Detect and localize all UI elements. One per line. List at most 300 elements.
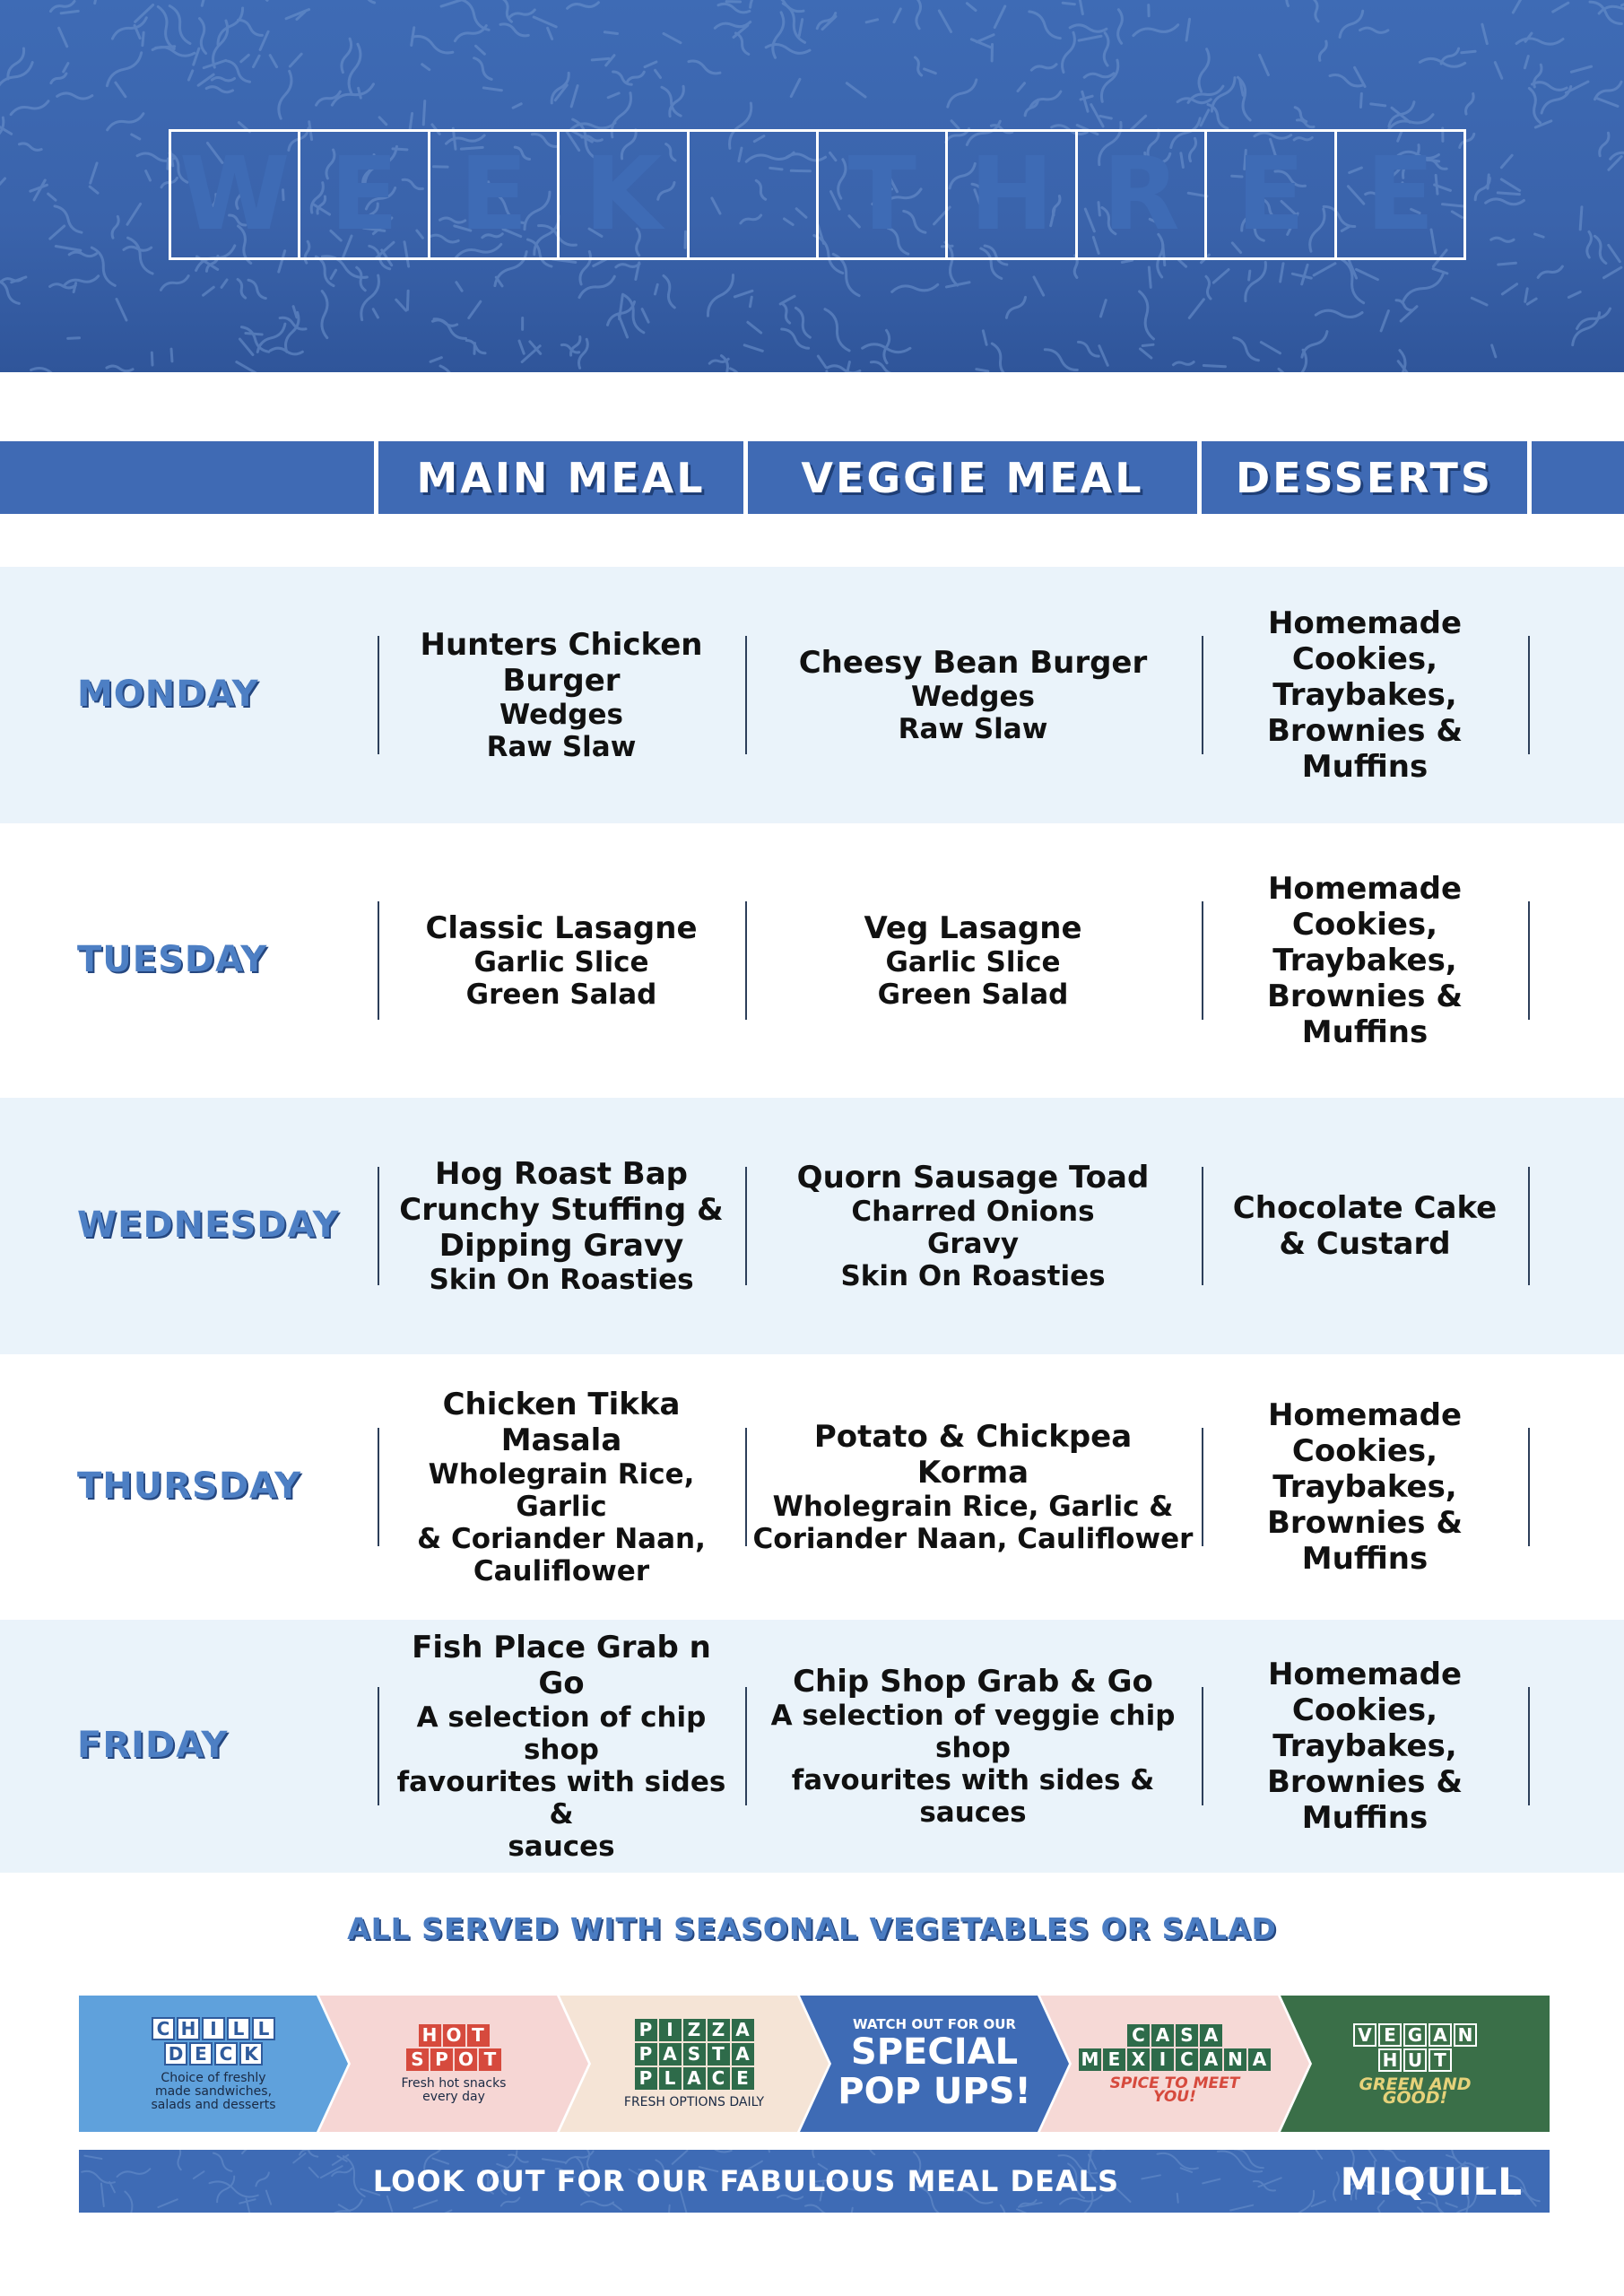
dessert-cell bbox=[1203, 1098, 1526, 1354]
brand-logo-line bbox=[634, 2018, 755, 2042]
brand-logo-letter: C bbox=[214, 2042, 238, 2066]
veggie-meal-side: Garlic Slice bbox=[885, 946, 1061, 978]
confetti-mark bbox=[592, 58, 609, 59]
confetti-mark bbox=[866, 20, 877, 22]
confetti-mark bbox=[645, 62, 656, 67]
main-meal-title: Fish Place Grab n Go bbox=[412, 1630, 711, 1701]
confetti-mark bbox=[664, 33, 681, 42]
confetti-mark bbox=[59, 28, 67, 47]
main-meal-side: Wholegrain Rice, Garlic bbox=[428, 1458, 695, 1523]
day-label: WEDNESDAY bbox=[77, 1205, 340, 1246]
confetti-mark bbox=[412, 28, 414, 46]
confetti-mark bbox=[135, 5, 153, 22]
dessert-text: Homemade Cookies, Traybakes, Brownies & Muffins bbox=[1266, 1397, 1463, 1577]
veggie-meal-title: Veg Lasagne bbox=[864, 910, 1082, 946]
confetti-mark bbox=[107, 366, 133, 371]
confetti-mark bbox=[1140, 291, 1154, 339]
dessert-cell bbox=[1203, 1354, 1526, 1620]
cell-divider bbox=[378, 1687, 379, 1805]
confetti-mark bbox=[422, 65, 430, 70]
confetti-mark bbox=[977, 370, 988, 371]
confetti-mark bbox=[1355, 67, 1366, 86]
confetti-mark bbox=[503, 0, 511, 22]
brand-logo-letter: C bbox=[1127, 2024, 1150, 2047]
brand-logo-letter: H bbox=[177, 2017, 200, 2040]
veggie-meal-cell bbox=[750, 567, 1196, 823]
confetti-mark bbox=[578, 339, 587, 368]
brand-logo-letter: Z bbox=[683, 2019, 706, 2041]
title-letter-cell: E bbox=[300, 132, 430, 257]
confetti-mark bbox=[791, 79, 800, 96]
brand-logo-letter: A bbox=[683, 2067, 706, 2090]
brand-logo-line bbox=[1377, 2048, 1453, 2073]
confetti-mark bbox=[440, 366, 467, 372]
confetti-mark bbox=[1034, 277, 1044, 295]
main-meal-side: Cauliflower bbox=[473, 1555, 650, 1587]
brand-badge bbox=[1281, 1996, 1550, 2132]
confetti-mark bbox=[253, 56, 259, 66]
confetti-mark bbox=[1084, 74, 1114, 77]
cell-divider bbox=[745, 901, 747, 1020]
brand-tagline: SPICE TO MEET YOU! bbox=[1109, 2074, 1240, 2106]
confetti-mark bbox=[571, 86, 578, 107]
confetti-mark bbox=[357, 267, 366, 291]
column-header-desserts: DESSERTS bbox=[1235, 453, 1494, 502]
confetti-mark bbox=[206, 87, 232, 92]
confetti-mark bbox=[1177, 99, 1211, 103]
dessert-text: Homemade Cookies, Traybakes, Brownies & Muffins bbox=[1266, 1657, 1463, 1836]
popups-small-text: WATCH OUT FOR OUR bbox=[853, 2016, 1016, 2032]
confetti-mark bbox=[1524, 57, 1528, 68]
confetti-mark bbox=[709, 359, 728, 363]
brand-logo-letter: S bbox=[683, 2043, 706, 2066]
confetti-mark bbox=[1314, 264, 1335, 275]
cell-divider bbox=[378, 1428, 379, 1546]
dessert-text: Homemade Cookies, Traybakes, Brownies & Muffins bbox=[1266, 871, 1463, 1050]
confetti-mark bbox=[1179, 260, 1186, 266]
brand-logo-letter: P bbox=[635, 2043, 657, 2066]
confetti-mark bbox=[359, 88, 361, 98]
confetti-mark bbox=[548, 28, 552, 39]
confetti-mark bbox=[825, 309, 849, 351]
confetti-mark bbox=[664, 275, 674, 307]
brand-logo-line bbox=[634, 2042, 755, 2066]
cell-divider bbox=[1528, 1428, 1530, 1546]
confetti-mark bbox=[847, 362, 850, 372]
confetti-mark bbox=[500, 24, 528, 36]
cell-divider bbox=[745, 1687, 747, 1805]
brand-logo-letter: L bbox=[227, 2017, 250, 2040]
confetti-mark bbox=[1140, 349, 1151, 358]
brand-logo-letter: N bbox=[1454, 2023, 1477, 2047]
brand-tagline: Choice of freshly made sandwiches, salads and desserts bbox=[151, 2070, 276, 2112]
confetti-mark bbox=[19, 144, 41, 150]
brand-logo-letter: A bbox=[1200, 2024, 1222, 2047]
brand-logo-line bbox=[1126, 2023, 1223, 2048]
main-meal-cell bbox=[380, 1620, 743, 1873]
confetti-mark bbox=[456, 283, 462, 291]
confetti-mark bbox=[1597, 99, 1618, 107]
confetti-mark bbox=[519, 341, 524, 353]
confetti-mark bbox=[407, 291, 408, 309]
confetti-mark bbox=[69, 252, 96, 257]
confetti-mark bbox=[1513, 0, 1525, 13]
main-meal-side: Skin On Roasties bbox=[429, 1264, 694, 1296]
brand-logo-line bbox=[634, 2066, 755, 2091]
confetti-mark bbox=[1501, 155, 1512, 168]
brand-logo-letter: Z bbox=[708, 2019, 730, 2041]
confetti-mark bbox=[413, 36, 453, 52]
main-meal-cell bbox=[380, 1098, 743, 1354]
brand-logo-line bbox=[418, 2023, 491, 2048]
brand-logo-letter: A bbox=[659, 2043, 682, 2066]
brand-logo-letter: H bbox=[1378, 2048, 1402, 2072]
title-letter-cell: R bbox=[1078, 132, 1207, 257]
confetti-mark bbox=[107, 53, 141, 86]
confetti-mark bbox=[57, 93, 92, 99]
confetti-mark bbox=[1315, 0, 1318, 22]
brand-logo-letter: A bbox=[1429, 2023, 1452, 2047]
brand-logo-line bbox=[405, 2048, 502, 2072]
confetti-mark bbox=[1498, 263, 1516, 265]
confetti-mark bbox=[483, 88, 501, 91]
miquill-logo: MIQUILL bbox=[1340, 2159, 1523, 2204]
brand-logo-letter: S bbox=[406, 2048, 429, 2071]
confetti-mark bbox=[246, 334, 262, 335]
brand-tagline: GREEN AND GOOD! bbox=[1359, 2074, 1472, 2108]
confetti-mark bbox=[112, 216, 118, 238]
confetti-mark bbox=[290, 54, 301, 66]
header-banner bbox=[0, 0, 1624, 372]
column-header-veggie-meal: VEGGIE MEAL bbox=[801, 453, 1144, 502]
confetti-mark bbox=[1206, 276, 1211, 299]
confetti-mark bbox=[579, 276, 614, 297]
confetti-mark bbox=[31, 369, 74, 372]
cell-divider bbox=[1528, 1167, 1530, 1285]
confetti-mark bbox=[50, 1, 74, 11]
day-label: THURSDAY bbox=[77, 1465, 302, 1507]
brand-logo-letter: P bbox=[635, 2019, 657, 2041]
confetti-mark bbox=[773, 13, 784, 57]
confetti-mark bbox=[604, 32, 617, 34]
veggie-meal-cell bbox=[750, 1098, 1196, 1354]
confetti-mark bbox=[270, 56, 276, 67]
confetti-mark bbox=[237, 362, 256, 372]
confetti-mark bbox=[476, 46, 485, 54]
title-letter-cell: E bbox=[1207, 132, 1336, 257]
confetti-mark bbox=[1292, 274, 1311, 278]
main-meal-side: favourites with sides & bbox=[396, 1766, 726, 1831]
confetti-mark bbox=[396, 300, 406, 310]
confetti-mark bbox=[871, 362, 897, 372]
confetti-mark bbox=[1403, 274, 1443, 303]
main-meal-title: Hunters Chicken Burger bbox=[420, 627, 703, 699]
confetti-mark bbox=[1287, 0, 1294, 6]
confetti-mark bbox=[508, 10, 534, 18]
confetti-mark bbox=[127, 204, 141, 224]
cell-divider bbox=[1528, 1687, 1530, 1805]
confetti-mark bbox=[1118, 10, 1123, 44]
main-meal-side: Raw Slaw bbox=[486, 731, 637, 763]
confetti-mark bbox=[568, 3, 599, 9]
confetti-mark bbox=[127, 238, 152, 274]
confetti-mark bbox=[1079, 36, 1101, 40]
confetti-mark bbox=[95, 0, 100, 4]
cell-divider bbox=[1528, 636, 1530, 754]
confetti-mark bbox=[169, 6, 190, 44]
confetti-mark bbox=[1587, 231, 1592, 257]
confetti-mark bbox=[239, 339, 252, 354]
brand-logo-letter: X bbox=[1127, 2048, 1150, 2071]
confetti-mark bbox=[1186, 19, 1190, 40]
confetti-mark bbox=[221, 280, 227, 287]
veggie-meal-side: Wedges bbox=[911, 681, 1035, 713]
confetti-mark bbox=[1249, 271, 1250, 280]
brand-tagline: FRESH OPTIONS DAILY bbox=[623, 2095, 765, 2109]
confetti-mark bbox=[751, 0, 779, 7]
main-meal-side: Wedges bbox=[499, 699, 623, 731]
confetti-mark bbox=[1045, 350, 1077, 370]
brand-logo-letter: L bbox=[659, 2067, 682, 2090]
confetti-mark bbox=[734, 291, 752, 297]
week-title bbox=[169, 129, 1466, 260]
confetti-mark bbox=[748, 322, 761, 333]
brand-logo-line bbox=[163, 2041, 264, 2066]
confetti-mark bbox=[358, 0, 375, 3]
dessert-cell bbox=[1203, 823, 1526, 1098]
veggie-meal-title: Chip Shop Grab & Go bbox=[793, 1664, 1153, 1700]
cell-divider bbox=[378, 901, 379, 1020]
confetti-mark bbox=[1521, 2187, 1536, 2205]
confetti-mark bbox=[833, 254, 859, 295]
brand-logo-letter: D bbox=[164, 2042, 187, 2066]
confetti-mark bbox=[430, 358, 441, 362]
veggie-meal-title: Cheesy Bean Burger bbox=[798, 645, 1148, 681]
brand-logo-letter: E bbox=[1378, 2023, 1402, 2047]
confetti-mark bbox=[1246, 262, 1266, 300]
confetti-mark bbox=[1527, 299, 1536, 304]
confetti-mark bbox=[239, 20, 263, 35]
confetti-mark bbox=[1482, 24, 1487, 43]
confetti-mark bbox=[807, 371, 827, 372]
confetti-mark bbox=[1029, 12, 1061, 39]
brand-logo-letter: T bbox=[479, 2048, 501, 2071]
cell-divider bbox=[745, 1167, 747, 1285]
confetti-mark bbox=[161, 276, 188, 291]
confetti-mark bbox=[379, 117, 386, 125]
confetti-mark bbox=[218, 8, 243, 45]
confetti-mark bbox=[1070, 25, 1107, 31]
confetti-mark bbox=[1189, 300, 1203, 318]
confetti-mark bbox=[1133, 25, 1178, 36]
confetti-mark bbox=[1571, 66, 1591, 72]
confetti-mark bbox=[11, 101, 48, 115]
day-label: TUESDAY bbox=[77, 939, 268, 980]
confetti-mark bbox=[1553, 3, 1568, 12]
confetti-mark bbox=[780, 296, 795, 304]
confetti-mark bbox=[90, 187, 98, 193]
confetti-mark bbox=[967, 4, 976, 11]
confetti-mark bbox=[1595, 82, 1622, 99]
brand-logo-letter: A bbox=[1151, 2024, 1174, 2047]
brand-logo-letter: C bbox=[152, 2017, 175, 2040]
confetti-mark bbox=[1433, 269, 1447, 274]
confetti-mark bbox=[434, 319, 465, 339]
confetti-mark bbox=[241, 55, 248, 61]
confetti-mark bbox=[795, 308, 810, 337]
confetti-mark bbox=[1142, 344, 1153, 345]
main-meal-side: Garlic Slice bbox=[473, 946, 649, 978]
brand-logo-letter: V bbox=[1353, 2023, 1376, 2047]
confetti-mark bbox=[1381, 311, 1388, 331]
confetti-mark bbox=[156, 47, 175, 48]
confetti-mark bbox=[68, 338, 80, 339]
confetti-mark bbox=[818, 356, 826, 368]
confetti-mark bbox=[1100, 116, 1111, 118]
confetti-mark bbox=[1568, 291, 1580, 297]
confetti-mark bbox=[620, 296, 623, 319]
brand-logo-letter: O bbox=[455, 2048, 477, 2071]
title-letter-cell: H bbox=[948, 132, 1077, 257]
confetti-mark bbox=[112, 18, 146, 39]
confetti-mark bbox=[655, 284, 657, 294]
brand-logo-letter: U bbox=[1403, 2048, 1427, 2072]
veggie-meal-side: Skin On Roasties bbox=[840, 1260, 1106, 1292]
confetti-mark bbox=[226, 61, 249, 82]
veggie-meal-side: Charred Onions bbox=[851, 1196, 1095, 1228]
confetti-mark bbox=[744, 345, 762, 352]
confetti-mark bbox=[730, 369, 753, 372]
confetti-mark bbox=[1319, 41, 1326, 60]
confetti-mark bbox=[188, 71, 192, 80]
confetti-mark bbox=[1609, 245, 1620, 261]
main-meal-side: Green Salad bbox=[465, 978, 657, 1011]
confetti-mark bbox=[1516, 39, 1563, 44]
brand-logo-letter: I bbox=[1151, 2048, 1174, 2071]
confetti-mark bbox=[1063, 3, 1074, 4]
confetti-mark bbox=[1018, 83, 1025, 91]
confetti-mark bbox=[1532, 83, 1567, 91]
confetti-mark bbox=[983, 331, 986, 345]
confetti-mark bbox=[469, 301, 481, 317]
confetti-mark bbox=[1078, 342, 1099, 356]
confetti-mark bbox=[656, 70, 661, 77]
confetti-mark bbox=[474, 58, 492, 80]
confetti-mark bbox=[1122, 260, 1132, 262]
confetti-mark bbox=[1203, 365, 1225, 366]
confetti-mark bbox=[1201, 110, 1209, 126]
brand-logo-line bbox=[1352, 2022, 1478, 2048]
veggie-meal-side: favourites with sides & sauces bbox=[791, 1764, 1155, 1829]
confetti-mark bbox=[146, 171, 151, 180]
confetti-mark bbox=[1502, 284, 1516, 294]
confetti-mark bbox=[74, 283, 75, 292]
confetti-mark bbox=[616, 264, 639, 267]
meal-deals-text: LOOK OUT FOR OUR FABULOUS MEAL DEALS bbox=[372, 2164, 1120, 2198]
dessert-cell bbox=[1203, 1620, 1526, 1873]
brand-logo-letter: A bbox=[1200, 2048, 1222, 2071]
confetti-mark bbox=[1213, 269, 1229, 283]
confetti-mark bbox=[64, 276, 98, 286]
confetti-mark bbox=[948, 80, 977, 107]
confetti-mark bbox=[1101, 60, 1117, 101]
brand-logo-letter: A bbox=[732, 2019, 754, 2041]
confetti-mark bbox=[1535, 234, 1544, 237]
cell-divider bbox=[745, 636, 747, 754]
main-meal-side: & Coriander Naan, bbox=[417, 1523, 706, 1555]
confetti-mark bbox=[202, 0, 204, 5]
confetti-mark bbox=[718, 4, 750, 13]
confetti-mark bbox=[1080, 0, 1082, 14]
confetti-mark bbox=[1173, 362, 1194, 365]
confetti-mark bbox=[916, 0, 921, 29]
confetti-mark bbox=[459, 0, 489, 30]
confetti-mark bbox=[1486, 199, 1524, 204]
confetti-mark bbox=[1330, 75, 1363, 86]
main-meal-title: Classic Lasagne bbox=[425, 910, 698, 946]
brand-logo-letter: P bbox=[430, 2048, 453, 2071]
confetti-mark bbox=[56, 246, 81, 250]
confetti-mark bbox=[1529, 88, 1540, 122]
confetti-mark bbox=[55, 206, 82, 232]
main-meal-cell bbox=[380, 567, 743, 823]
title-letter-cell: E bbox=[1366, 136, 1435, 253]
confetti-mark bbox=[847, 83, 865, 97]
dessert-text: Chocolate Cake & Custard bbox=[1232, 1190, 1498, 1262]
cell-divider bbox=[1528, 901, 1530, 1020]
confetti-mark bbox=[513, 104, 521, 108]
brand-tagline: Fresh hot snacks every day bbox=[401, 2076, 507, 2104]
main-meal-side: A selection of chip shop bbox=[416, 1701, 707, 1766]
title-letter-cell: K bbox=[560, 132, 689, 257]
confetti-mark bbox=[1472, 298, 1487, 305]
confetti-mark bbox=[1149, 267, 1151, 287]
confetti-mark bbox=[1082, 91, 1088, 111]
brand-logo-letter: H bbox=[419, 2024, 441, 2047]
brand-logo-letter: G bbox=[1403, 2023, 1427, 2047]
confetti-mark bbox=[1590, 2, 1621, 23]
confetti-mark bbox=[1006, 297, 1025, 317]
brand-logo-letter: E bbox=[189, 2042, 213, 2066]
veggie-meal-side: Gravy bbox=[926, 1228, 1020, 1260]
column-header-main-meal: MAIN MEAL bbox=[416, 453, 706, 502]
confetti-mark bbox=[1441, 48, 1458, 64]
confetti-mark bbox=[925, 69, 936, 74]
confetti-mark bbox=[1100, 300, 1106, 317]
brand-logo-letter: T bbox=[1429, 2048, 1452, 2072]
confetti-mark bbox=[1538, 266, 1562, 277]
brand-badge bbox=[319, 1996, 588, 2132]
brand-logo-letter: M bbox=[1079, 2048, 1101, 2071]
confetti-mark bbox=[316, 257, 334, 285]
confetti-mark bbox=[892, 284, 938, 291]
confetti-mark bbox=[1580, 207, 1582, 230]
confetti-mark bbox=[689, 61, 720, 74]
brand-badge bbox=[1040, 1996, 1309, 2132]
confetti-mark bbox=[939, 11, 951, 32]
brand-logo-letter: T bbox=[467, 2024, 490, 2047]
title-letter-cell: T bbox=[819, 132, 948, 257]
confetti-mark bbox=[992, 344, 1009, 372]
confetti-mark bbox=[1360, 93, 1361, 107]
brand-logo-line bbox=[151, 2016, 276, 2041]
cell-divider bbox=[745, 1428, 747, 1546]
confetti-mark bbox=[116, 83, 126, 97]
confetti-mark bbox=[158, 6, 174, 48]
confetti-mark bbox=[1604, 267, 1621, 277]
confetti-mark bbox=[48, 194, 56, 200]
confetti-mark bbox=[799, 20, 802, 36]
